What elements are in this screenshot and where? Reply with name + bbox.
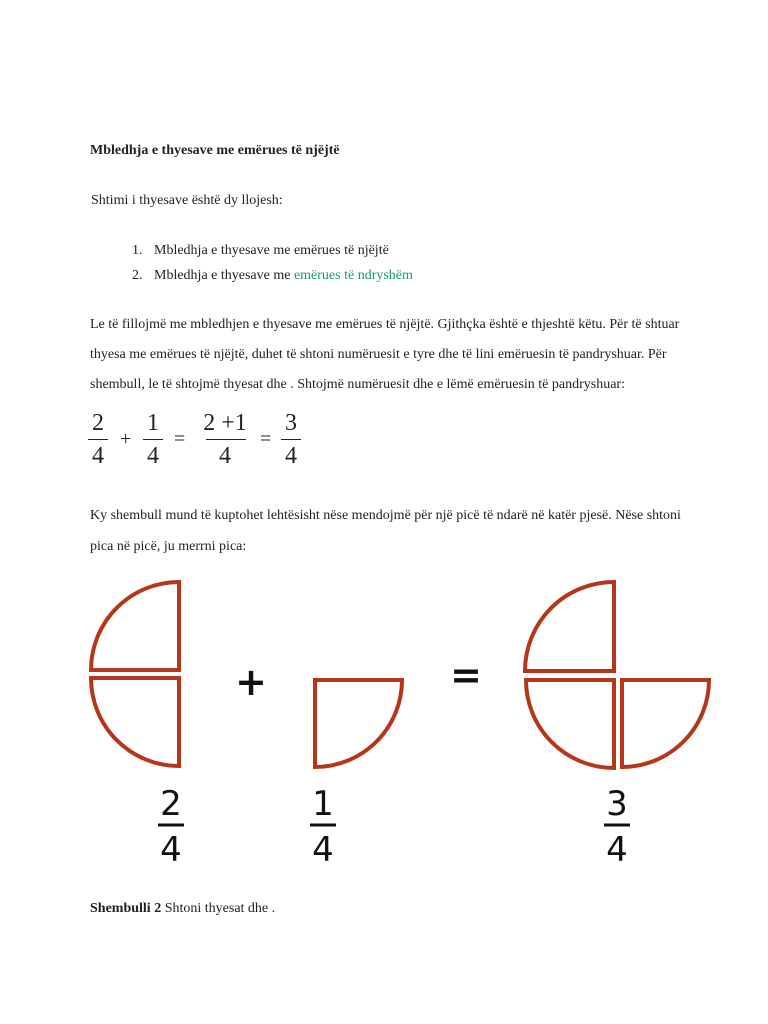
fraction-1-4: 1 4 [133, 410, 173, 469]
fraction-label-2-4 [158, 784, 184, 870]
pizza-slice-bottom-left [526, 680, 614, 768]
svg-text:1: 1 [312, 784, 334, 824]
example-2-label: Shembulli 2 [90, 901, 162, 916]
pizza-strokes [91, 582, 709, 768]
list-text: Mbledhja e thyesave me emërues të njëjtë [154, 243, 389, 258]
plus-symbol: + [235, 660, 267, 704]
pizza-slice-single [315, 680, 402, 767]
fraction-label-1-4 [310, 784, 336, 870]
example-2-text: Shtoni thyesat dhe . [161, 901, 276, 916]
paragraph-line: thyesa me emërues të njëjtë, duhet të shtoni numëruesit e tyre dhe të lini emëruesin të pandryshuar. Për [90, 347, 667, 362]
svg-text:2: 2 [160, 784, 182, 824]
section-heading: Mbledhja e thyesave me emërues të njëjtë [90, 143, 340, 158]
equals-symbol: = [450, 653, 482, 697]
list-item [132, 242, 389, 260]
pizza-illustration [0, 560, 768, 880]
paragraph-line: Ky shembull mund të kuptohet lehtësisht nëse mendojmë për një picë të ndarë në katër pjesë. Nëse shtoni [90, 508, 681, 523]
fraction-sum: 2 +1 4 [203, 410, 247, 469]
pizza-slice-top-left [525, 582, 614, 671]
example-2-line [90, 900, 275, 918]
paragraph-line: shembull, le të shtojmë thyesat dhe . Shtojmë numëruesit dhe e lëmë emëruesin të pandryshuar: [90, 377, 625, 392]
svg-text:4: 4 [160, 830, 182, 870]
fraction-2-4: 2 4 [78, 410, 118, 469]
equals-sign: = [260, 428, 272, 450]
intro-text: Shtimi i thyesave është dy llojesh: [91, 193, 283, 208]
svg-text:3: 3 [606, 784, 628, 824]
pizza-slice-bottom-right [622, 680, 709, 767]
plus-sign: + [120, 428, 132, 450]
list-number: 2. [132, 268, 143, 283]
list-number: 1. [132, 243, 143, 258]
svg-text:4: 4 [606, 830, 628, 870]
list-text: Mbledhja e thyesave me [154, 268, 294, 283]
pizza-slice-top-left [91, 582, 179, 670]
paragraph-line: pica në picë, ju merrni pica: [90, 539, 247, 554]
list-item [132, 267, 413, 285]
equals-sign: = [174, 428, 186, 450]
pizza-slice-bottom-left [91, 678, 179, 766]
fraction-3-4: 3 4 [271, 410, 311, 469]
paragraph-line: Le të fillojmë me mbledhjen e thyesave me emërues të njëjtë. Gjithçka është e thjeshtë këtu. Për të shtuar [90, 317, 680, 332]
svg-text:4: 4 [312, 830, 334, 870]
different-denominators-link[interactable]: emërues të ndryshëm [293, 268, 413, 283]
fraction-label-3-4 [604, 784, 630, 870]
